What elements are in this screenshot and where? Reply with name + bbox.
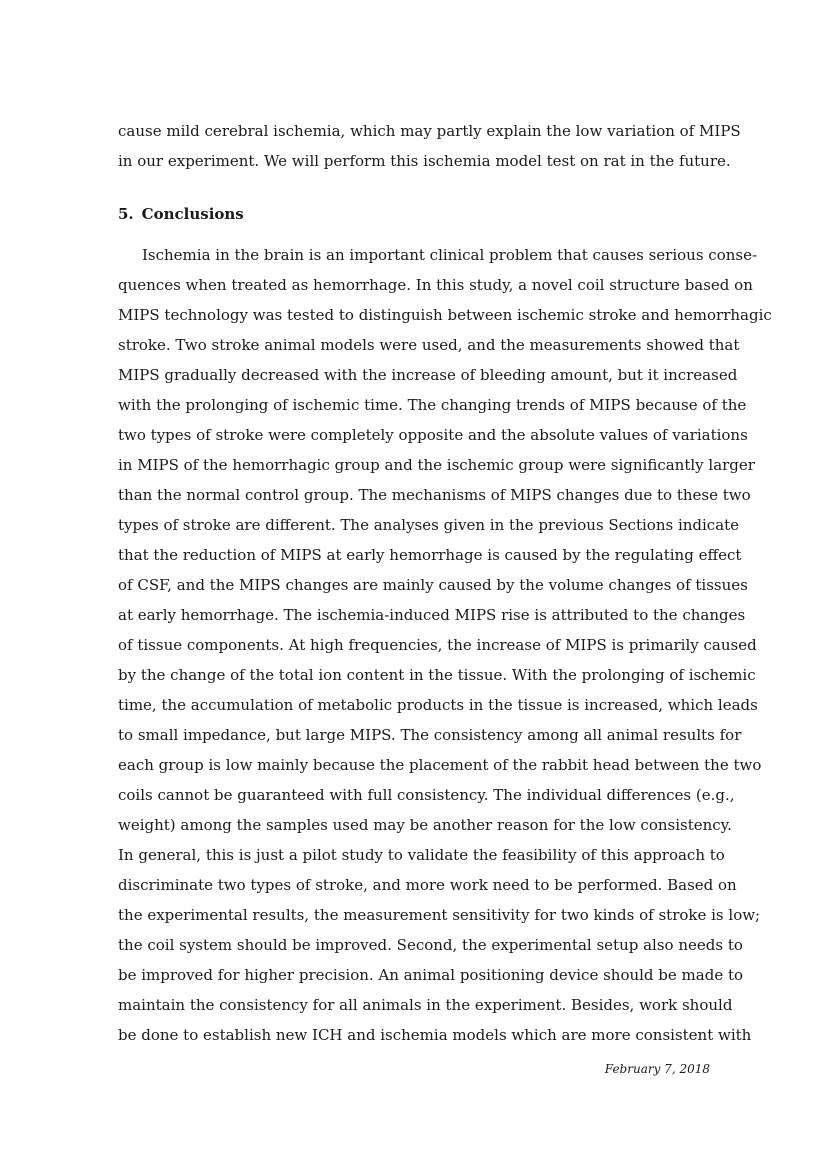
text-line: MIPS gradually decreased with the increase of bleeding amount, but it increased <box>118 366 738 384</box>
text-line: maintain the consistency for all animals in the experiment. Besides, work should <box>118 996 733 1014</box>
text-line: time, the accumulation of metabolic products in the tissue is increased, which leads <box>118 696 758 714</box>
text-line: be done to establish new ICH and ischemia models which are more consistent with <box>118 1026 752 1044</box>
text-line: at early hemorrhage. The ischemia-induced MIPS rise is attributed to the changes <box>118 606 746 624</box>
footer-date: February 7, 2018 <box>604 1062 710 1076</box>
text-line: weight) among the samples used may be another reason for the low consistency. <box>118 816 732 834</box>
text-line: Ischemia in the brain is an important clinical problem that causes serious conse- <box>142 246 758 264</box>
text-line: than the normal control group. The mechanisms of MIPS changes due to these two <box>118 486 751 504</box>
text-line: cause mild cerebral ischemia, which may partly explain the low variation of MIPS <box>118 122 741 140</box>
text-line: the coil system should be improved. Second, the experimental setup also needs to <box>118 936 743 954</box>
text-line: MIPS technology was tested to distinguish between ischemic stroke and hemorrhagic <box>118 306 772 324</box>
section-heading <box>118 200 244 228</box>
text-line: in MIPS of the hemorrhagic group and the ischemic group were significantly larger <box>118 456 755 474</box>
text-line: by the change of the total ion content in the tissue. With the prolonging of ischemic <box>118 666 756 684</box>
text-line: be improved for higher precision. An animal positioning device should be made to <box>118 966 744 984</box>
text-line: types of stroke are different. The analyses given in the previous Sections indicate <box>118 516 740 534</box>
text-line: the experimental results, the measurement sensitivity for two kinds of stroke is low; <box>118 906 761 924</box>
intro-paragraph <box>118 116 741 176</box>
text-line: in our experiment. We will perform this ischemia model test on rat in the future. <box>118 152 731 170</box>
text-line: two types of stroke were completely opposite and the absolute values of variations <box>118 426 748 444</box>
text-line: that the reduction of MIPS at early hemorrhage is caused by the regulating effect <box>118 546 742 564</box>
text-line: with the prolonging of ischemic time. The changing trends of MIPS because of the <box>118 396 747 414</box>
text-line: to small impedance, but large MIPS. The consistency among all animal results for <box>118 726 742 744</box>
text-line: of tissue components. At high frequencies, the increase of MIPS is primarily caused <box>118 636 757 654</box>
section-title: Conclusions <box>141 205 244 223</box>
conclusions-paragraph <box>118 240 772 1050</box>
text-line: each group is low mainly because the placement of the rabbit head between the two <box>118 756 762 774</box>
text-line: coils cannot be guaranteed with full consistency. The individual differences (e.g., <box>118 786 735 804</box>
text-line: In general, this is just a pilot study to validate the feasibility of this approach to <box>118 846 725 864</box>
section-number: 5. <box>118 205 134 223</box>
text-line: quences when treated as hemorrhage. In this study, a novel coil structure based on <box>118 276 753 294</box>
text-line: discriminate two types of stroke, and more work need to be performed. Based on <box>118 876 737 894</box>
text-line: stroke. Two stroke animal models were used, and the measurements showed that <box>118 336 740 354</box>
text-line: of CSF, and the MIPS changes are mainly caused by the volume changes of tissues <box>118 576 748 594</box>
